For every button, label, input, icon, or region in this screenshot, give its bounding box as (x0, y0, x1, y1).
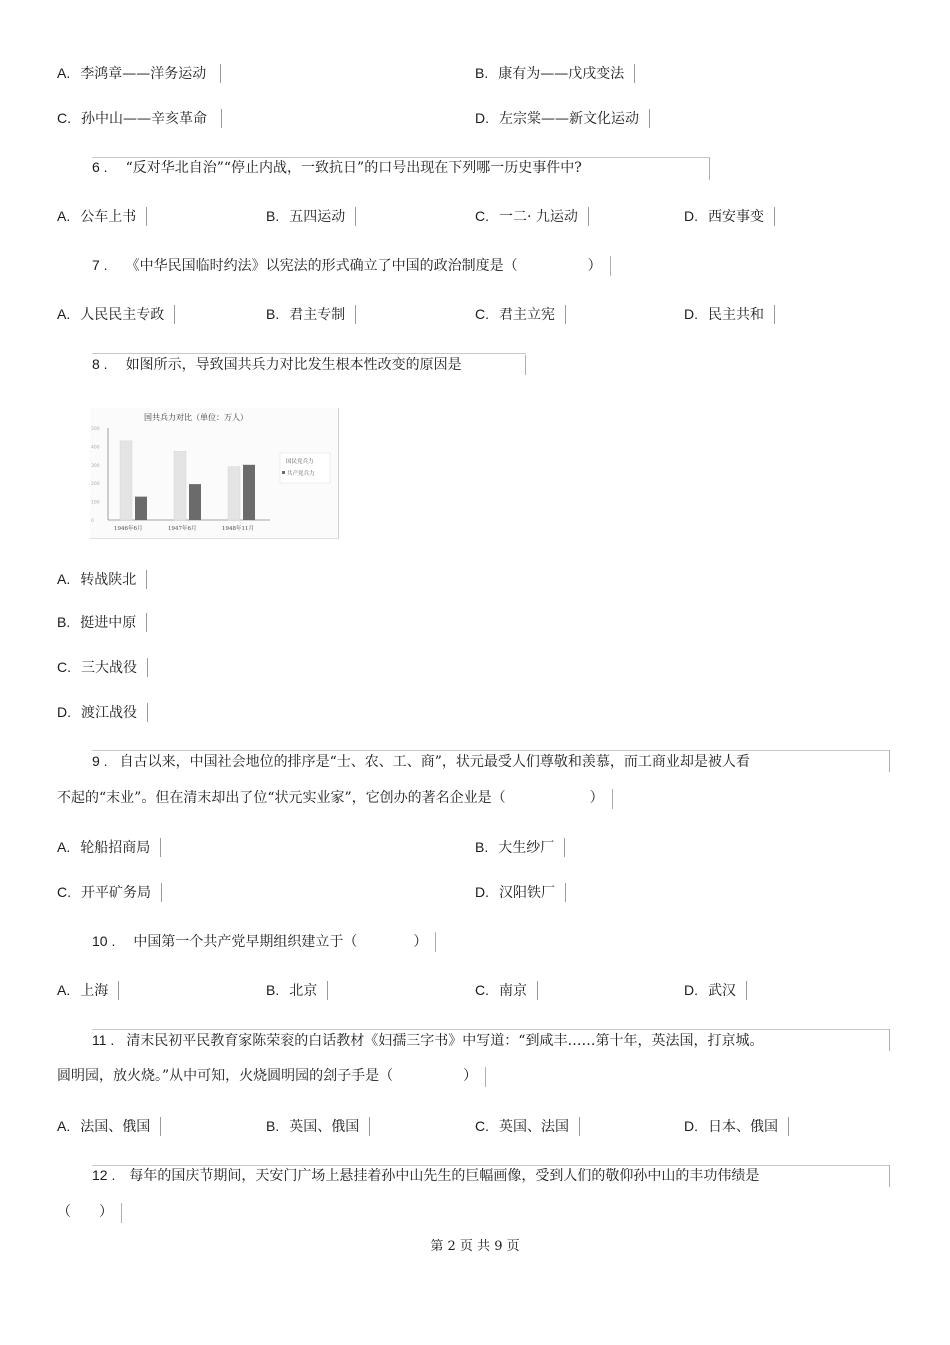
legend-label-ccp: 共产党兵力 (287, 471, 315, 477)
y-tick-label: 0 (91, 519, 94, 524)
y-tick-label: 200 (91, 482, 100, 488)
option-letter: C. (475, 306, 489, 322)
bar-ccp (135, 497, 147, 520)
legend-label-kmt: 国民党兵力 (286, 459, 314, 465)
y-tick-label: 100 (91, 500, 100, 506)
question-11-stem-line1 (92, 1031, 763, 1050)
q11-option-c[interactable] (475, 1117, 580, 1136)
x-tick-label: 1947年6月 (168, 526, 197, 532)
option-letter: D. (57, 704, 71, 720)
option-text: 一二· 九运动 (499, 209, 578, 225)
question-number: 9 . (92, 753, 108, 769)
option-letter: C. (57, 884, 71, 900)
chart-svg (90, 408, 338, 538)
q10-option-a[interactable] (57, 981, 119, 1000)
option-letter: B. (475, 65, 489, 81)
y-tick-label: 500 (91, 427, 100, 432)
q9-option-a[interactable] (57, 838, 161, 857)
question-text: 中国第一个共产党早期组织建立于（ ） (133, 934, 428, 950)
option-letter: B. (266, 306, 280, 322)
question-frame-edge (889, 1029, 890, 1051)
option-text: 公车上书 (80, 209, 137, 225)
option-text: 三大战役 (81, 660, 137, 676)
question-frame-line (92, 750, 890, 751)
question-number: 11 . (92, 1032, 115, 1048)
option-letter: D. (684, 306, 698, 322)
option-text: 南京 (499, 983, 527, 999)
option-letter: D. (684, 982, 698, 998)
question-9-stem-line1 (92, 752, 750, 771)
question-number: 7 . (92, 257, 108, 273)
q10-option-b[interactable] (266, 981, 328, 1000)
question-frame-line (92, 1029, 890, 1030)
option-text: 五四运动 (289, 209, 346, 225)
q5-option-c[interactable] (57, 109, 222, 128)
option-letter: B. (475, 839, 489, 855)
q7-option-b[interactable] (266, 305, 356, 324)
q8-option-b[interactable] (57, 613, 147, 632)
legend-box (280, 453, 330, 483)
option-letter: A. (57, 208, 71, 224)
option-letter: B. (266, 982, 280, 998)
option-text: 西安事变 (708, 209, 764, 225)
option-text: 上海 (80, 983, 109, 999)
bar-kmt (120, 441, 132, 520)
legend-swatch-ccp (282, 471, 285, 474)
question-number: 8 . (92, 356, 108, 372)
q9-option-c[interactable] (57, 883, 162, 902)
question-number: 12 . (92, 1167, 116, 1183)
question-frame-edge (889, 1165, 890, 1187)
question-10-stem (92, 932, 436, 952)
q6-option-a[interactable] (57, 207, 147, 226)
option-text: 转战陕北 (80, 572, 137, 588)
q8-option-a[interactable] (57, 570, 147, 589)
q5-option-a[interactable] (57, 64, 221, 83)
option-text: 英国、法国 (499, 1119, 569, 1135)
option-text: 挺进中原 (80, 615, 137, 631)
question-text: （ ） (57, 1204, 113, 1220)
option-text: 汉阳铁厂 (499, 885, 555, 901)
option-letter: D. (684, 208, 698, 224)
q11-option-a[interactable] (57, 1117, 161, 1136)
question-12-stem-line2 (57, 1203, 122, 1223)
option-text: 英国、俄国 (289, 1119, 360, 1135)
option-text: 日本、俄国 (708, 1119, 778, 1135)
question-text: 如图所示，导致国共兵力对比发生根本性改变的原因是 (125, 357, 462, 373)
q11-option-d[interactable] (684, 1117, 789, 1136)
option-text: 民主共和 (708, 307, 764, 323)
option-letter: D. (475, 110, 489, 126)
option-letter: C. (475, 1118, 489, 1134)
question-number: 10 . (92, 933, 116, 949)
option-letter: A. (57, 306, 71, 322)
question-text: 不起的“末业”。但在清末却出了位“状元实业家”，它创办的著名企业是（ ） (57, 790, 604, 806)
option-letter: A. (57, 571, 71, 587)
option-text: 北京 (289, 983, 318, 999)
option-text: 法国、俄国 (80, 1119, 151, 1135)
y-tick-label: 400 (91, 445, 100, 451)
option-text: 开平矿务局 (81, 885, 151, 901)
option-letter: D. (475, 884, 489, 900)
q6-option-c[interactable] (475, 207, 589, 226)
x-tick-label: 1948年11月 (222, 526, 254, 532)
option-text: 左宗棠——新文化运动 (499, 111, 639, 127)
question-text: 圆明园，放火烧。”从中可知，火烧圆明园的刽子手是（ ） (57, 1068, 478, 1084)
option-letter: C. (475, 982, 489, 998)
question-9-stem-line2 (57, 789, 613, 809)
q7-option-d[interactable] (684, 305, 775, 324)
question-7-stem (92, 256, 611, 276)
question-6-stem (92, 158, 710, 180)
question-text: 清末民初平民教育家陈荣衮的白话教材《妇孺三字书》中写道：“到咸丰……第十年，英法国，打京城。 (126, 1033, 764, 1049)
question-text: 每年的国庆节期间，天安门广场上悬挂着孙中山先生的巨幅画像，受到人们的敬仰孙中山的丰功伟绩是 (129, 1168, 760, 1184)
option-text: 李鸿章——洋务运动 (80, 66, 207, 82)
y-tick-label: 300 (91, 463, 100, 469)
question-frame-line (92, 353, 526, 354)
option-letter: B. (266, 1118, 280, 1134)
q10-option-c[interactable] (475, 981, 538, 1000)
x-tick-label: 1946年6月 (114, 526, 143, 532)
option-letter: B. (57, 614, 71, 630)
bar-kmt (174, 451, 186, 520)
troop-comparison-chart (90, 408, 339, 539)
option-letter: D. (684, 1118, 698, 1134)
option-text: 孙中山——辛亥革命 (81, 111, 207, 127)
question-11-stem-line2 (57, 1067, 486, 1087)
question-number: 6 . (92, 159, 108, 175)
question-12-stem-line1 (92, 1166, 759, 1185)
option-text: 大生纱厂 (498, 840, 555, 856)
option-text: 君主立宪 (499, 307, 555, 323)
question-text: 自古以来，中国社会地位的排序是“士、农、工、商”，状元最受人们尊敬和羡慕，而工商业却是被人看 (119, 754, 750, 770)
question-8-stem (92, 355, 526, 375)
option-letter: B. (266, 208, 280, 224)
option-letter: A. (57, 1118, 71, 1134)
option-letter: C. (57, 110, 71, 126)
option-text: 君主专制 (289, 307, 346, 323)
option-letter: A. (57, 982, 71, 998)
bar-kmt (228, 467, 240, 520)
option-text: 渡江战役 (81, 705, 137, 721)
option-letter: A. (57, 65, 71, 81)
q7-option-c[interactable] (475, 305, 566, 324)
q5-option-b[interactable] (475, 64, 635, 83)
bar-ccp (243, 465, 255, 520)
q10-option-d[interactable] (684, 981, 747, 1000)
q6-option-d[interactable] (684, 207, 775, 226)
q6-option-b[interactable] (266, 207, 356, 226)
question-text: “反对华北自治”“停止内战，一致抗日”的口号出现在下列哪一历史事件中? (125, 160, 582, 176)
page-footer: 第 2 页 共 9 页 (430, 1239, 520, 1254)
bar-ccp (189, 484, 201, 520)
q8-option-c[interactable] (57, 658, 148, 677)
q9-option-b[interactable] (475, 838, 565, 857)
option-text: 人民民主专政 (80, 307, 165, 323)
option-text: 武汉 (708, 983, 736, 999)
q7-option-a[interactable] (57, 305, 175, 324)
option-text: 轮船招商局 (80, 840, 151, 856)
option-letter: C. (57, 659, 71, 675)
q9-option-d[interactable] (475, 883, 566, 902)
option-text: 康有为——戊戌变法 (498, 66, 625, 82)
question-text: 《中华民国临时约法》以宪法的形式确立了中国的政治制度是（ ） (125, 258, 602, 274)
option-letter: C. (475, 208, 489, 224)
q5-option-d[interactable] (475, 109, 650, 128)
option-letter: A. (57, 839, 71, 855)
q11-option-b[interactable] (266, 1117, 370, 1136)
question-frame-edge (889, 750, 890, 772)
chart-title: 国共兵力对比（单位：万人） (144, 413, 248, 422)
q8-option-d[interactable] (57, 703, 148, 722)
